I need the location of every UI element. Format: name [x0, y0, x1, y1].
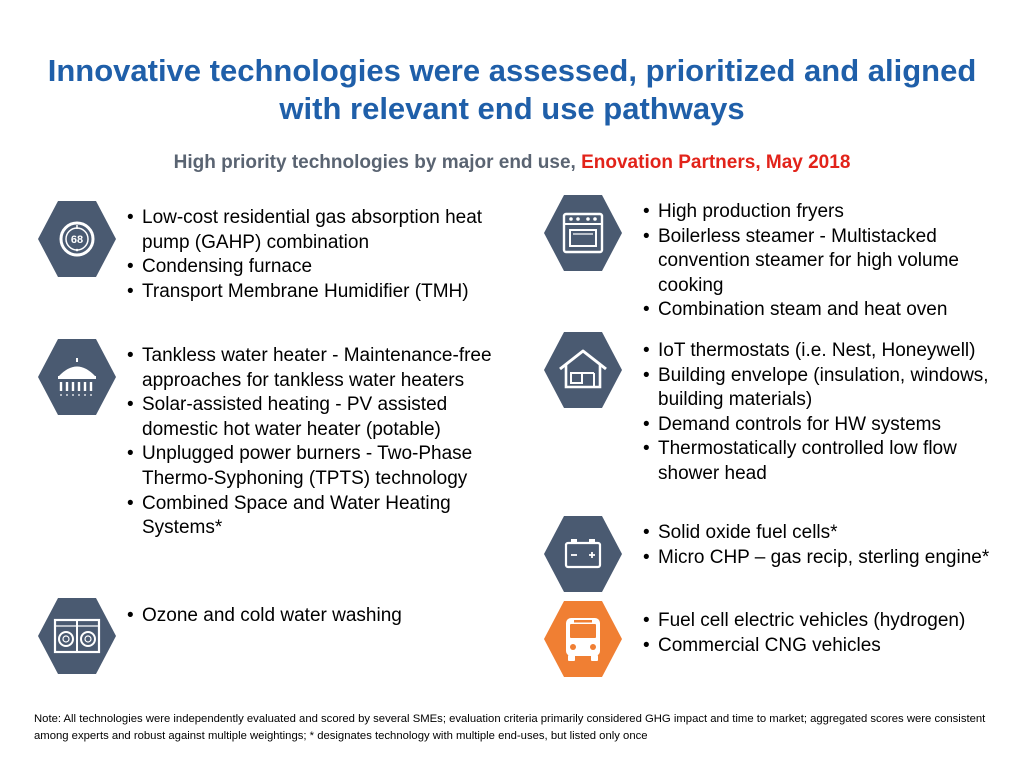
list-item: • Unplugged power burners - Two-Phase Thermo-Syphoning (TPTS) technology — [127, 442, 499, 491]
list-transportation — [643, 609, 1013, 658]
battery-icon — [542, 513, 624, 595]
page-title: Innovative technologies were assessed, prioritized and aligned with relevant end use pathways — [47, 53, 977, 126]
list-item: • Condensing furnace — [127, 255, 497, 280]
list-item: • Tankless water heater - Maintenance-free approaches for tankless water heaters — [127, 344, 499, 393]
list-space-heating — [127, 206, 497, 304]
thermostat-icon — [36, 198, 118, 280]
list-item: • Solar-assisted heating - PV assisted domestic hot water heater (potable) — [127, 393, 499, 442]
subtitle-text: High priority technologies by major end use, — [173, 152, 582, 173]
list-item: • Commercial CNG vehicles — [643, 634, 1013, 659]
list-laundry — [127, 604, 499, 629]
list-item: • Demand controls for HW systems — [643, 413, 1013, 438]
list-item: • High production fryers — [643, 200, 1003, 225]
list-item: • Thermostatically controlled low flow shower head — [643, 437, 1013, 486]
list-item: • IoT thermostats (i.e. Nest, Honeywell) — [643, 339, 1013, 364]
stove-icon — [542, 192, 624, 274]
list-item: • Solid oxide fuel cells* — [643, 521, 1003, 546]
subtitle — [0, 152, 1024, 174]
list-item: • Micro CHP – gas recip, sterling engine* — [643, 546, 1003, 571]
list-water-heating — [127, 344, 499, 541]
list-cooking — [643, 200, 1003, 323]
list-item: • Transport Membrane Humidifier (TMH) — [127, 280, 497, 305]
list-item: • Building envelope (insulation, windows, building materials) — [643, 364, 1013, 413]
washing-machine-icon — [36, 595, 118, 677]
house-icon — [542, 329, 624, 411]
thermostat-icon-label: 68 — [70, 234, 84, 246]
shower-icon — [36, 336, 118, 418]
list-item: • Boilerless steamer - Multistacked convention steamer for high volume cooking — [643, 225, 1003, 299]
list-item: • Ozone and cold water washing — [127, 604, 499, 629]
subtitle-source: Enovation Partners, May 2018 — [581, 152, 851, 173]
list-distributed-generation — [643, 521, 1003, 570]
list-item: • Combined Space and Water Heating Systems* — [127, 492, 499, 541]
list-building-controls — [643, 339, 1013, 487]
list-item: • Combination steam and heat oven — [643, 298, 1003, 323]
list-item: • Low-cost residential gas absorption heat pump (GAHP) combination — [127, 206, 497, 255]
bus-icon — [542, 598, 624, 680]
footnote: Note: All technologies were independently evaluated and scored by several SMEs; evaluation criteria primarily considered GHG impact and time to market; aggregated scores were consistent among experts and robust against multiple weightings; * designates technology with multiple end-uses, but listed only once — [34, 713, 986, 742]
list-item: • Fuel cell electric vehicles (hydrogen) — [643, 609, 1013, 634]
